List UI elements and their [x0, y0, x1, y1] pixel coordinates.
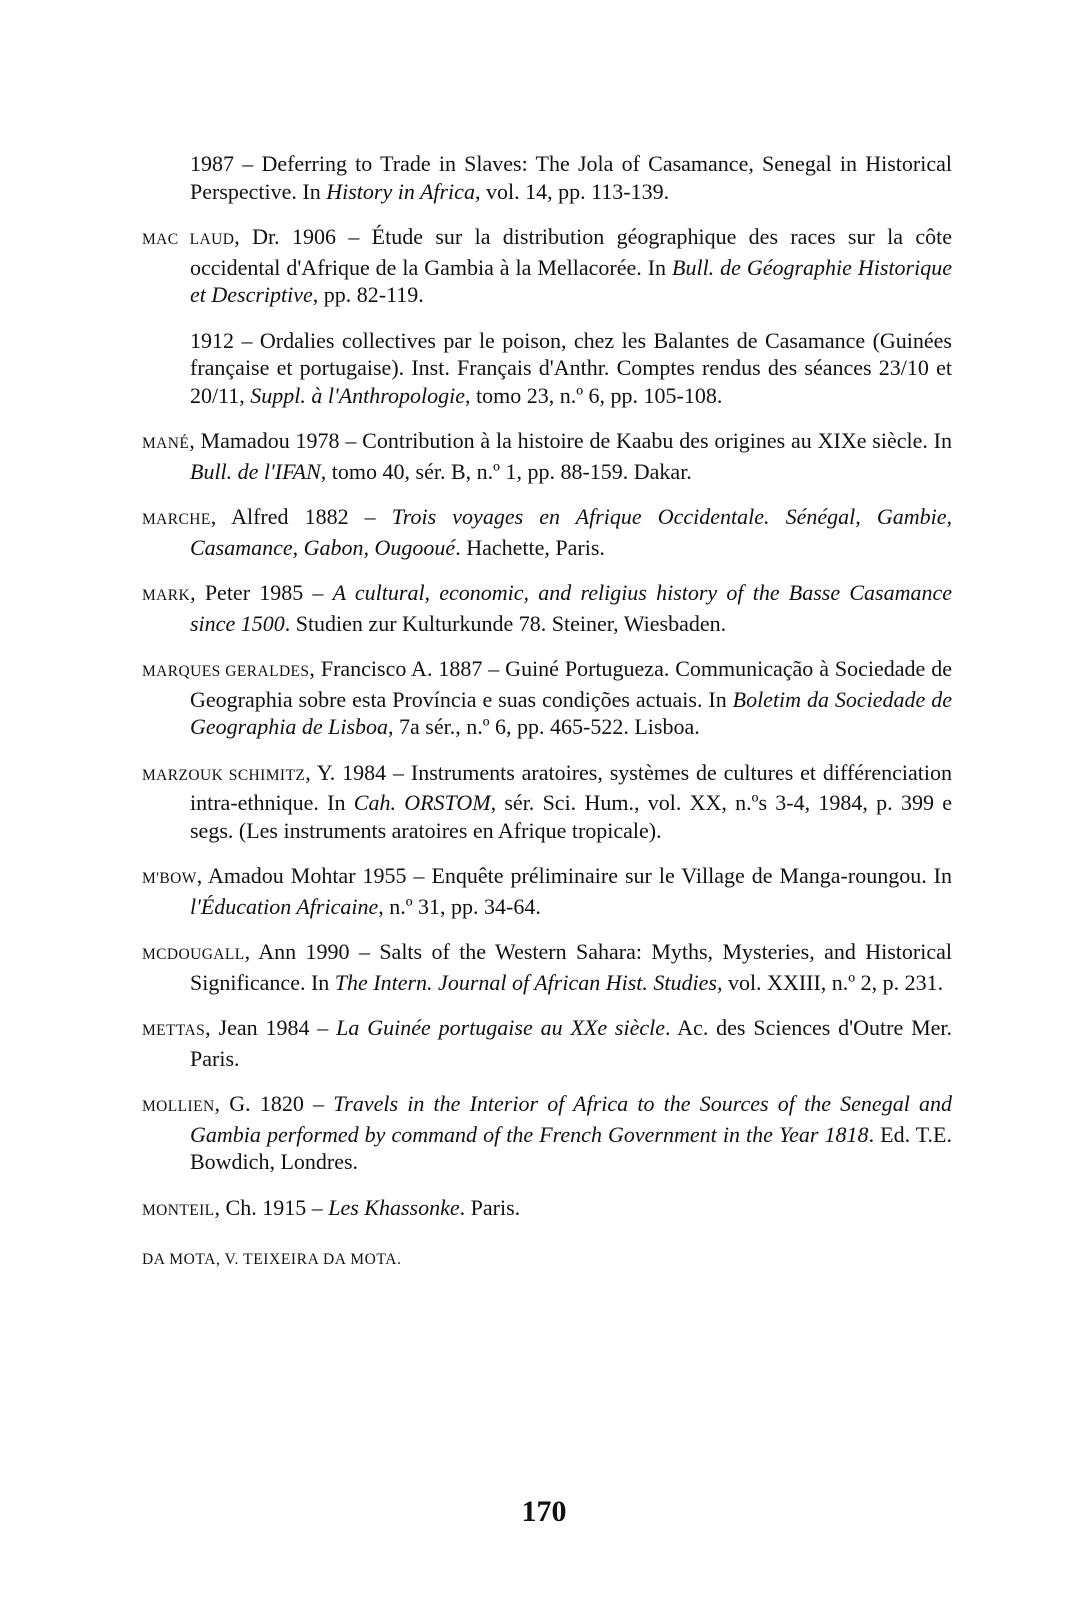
bib-entry: M'BOW, Amadou Mohtar 1955 – Enquête préliminaire sur le Village de Manga-roungou. In l'Éducation Africaine, n.º 31, pp. 34-64.	[142, 863, 952, 919]
bib-author: MCDOUGALL	[142, 946, 245, 963]
bib-author: MARK	[142, 587, 191, 604]
bib-entry: MARZOUK SCHIMITZ, Y. 1984 – Instruments aratoires, systèmes de cultures et différenciation intra-ethnique. In Cah. ORSTOM, sér. Sci. Hum., vol. XX, n.ºs 3-4, 1984, p. 399 e segs. (Les instruments aratoires en Afrique tropicale).	[142, 759, 952, 843]
bib-entry: MANÉ, Mamadou 1978 – Contribution à la histoire de Kaabu des origines au XIXe siècle. In Bull. de l'IFAN, tomo 40, sér. B, n.º 1, pp. 88-159. Dakar.	[142, 428, 952, 484]
bib-entry: 1912 – Ordalies collectives par le poison, chez les Balantes de Casamance (Guinées française et portugaise). Inst. Français d'Anthr. Comptes rendus des séances 23/10 et 20/11, Suppl. à l'Anthropologie, tomo 23, n.º 6, pp. 105-108.	[190, 327, 952, 408]
bibliography-list	[142, 150, 952, 1274]
bib-entry: MCDOUGALL, Ann 1990 – Salts of the Western Sahara: Myths, Mysteries, and Historical Significance. In The Intern. Journal of African Hist. Studies, vol. XXIII, n.º 2, p. 231.	[142, 939, 952, 995]
cross-reference: DA MOTA, V. TEIXEIRA DA MOTA.	[142, 1251, 402, 1268]
bib-author: MONTEIL	[142, 1201, 215, 1219]
bib-entry: MAC LAUD, Dr. 1906 – Étude sur la distribution géographique des races sur la côte occidental d'Afrique de la Gambia à la Mellacorée. In Bull. de Géographie Historique et Descriptive, pp. 82-119.	[142, 224, 952, 307]
bib-entry: MARK, Peter 1985 – A cultural, economic, and religius history of the Basse Casamance since 1500. Studien zur Kulturkunde 78. Steiner, Wiesbaden.	[142, 580, 952, 636]
bib-entry: MARQUES GERALDES, Francisco A. 1887 – Guiné Portugueza. Communicação à Sociedade de Geographia sobre esta Província e suas condições actuais. In Boletim da Sociedade de Geographia de Lisboa, 7a sér., n.º 6, pp. 465-522. Lisboa.	[142, 656, 952, 739]
bib-author: MARQUES GERALDES	[142, 663, 310, 680]
bib-entry: MONTEIL, Ch. 1915 – Les Khassonke. Paris.	[142, 1194, 521, 1220]
page-number: 170	[521, 1495, 567, 1528]
bib-entry: METTAS, Jean 1984 – La Guinée portugaise au XXe siècle. Ac. des Sciences d'Outre Mer. Paris.	[142, 1015, 953, 1071]
bib-author: MARCHE	[142, 511, 211, 528]
bib-author: METTAS	[142, 1022, 206, 1039]
bib-author: M'BOW	[142, 870, 197, 887]
bib-entry: MARCHE, Alfred 1882 – Trois voyages en Afrique Occidentale. Sénégal, Gambie, Casamance, Gabon, Ougooué. Hachette, Paris.	[142, 504, 953, 560]
bib-author: MARZOUK SCHIMITZ	[142, 766, 306, 784]
bib-author: MOLLIEN	[142, 1098, 215, 1115]
bib-entry: MOLLIEN, G. 1820 – Travels in the Interior of Africa to the Sources of the Senegal and Gambia performed by command of the French Government in the Year 1818. Ed. T.E. Bowdich, Londres.	[142, 1091, 952, 1174]
bib-entry: 1987 – Deferring to Trade in Slaves: The Jola of Casamance, Senegal in Historical Perspective. In History in Africa, vol. 14, pp. 113-139.	[190, 151, 952, 204]
bib-author: MANÉ	[142, 435, 190, 452]
bib-author: MAC LAUD	[142, 231, 235, 248]
